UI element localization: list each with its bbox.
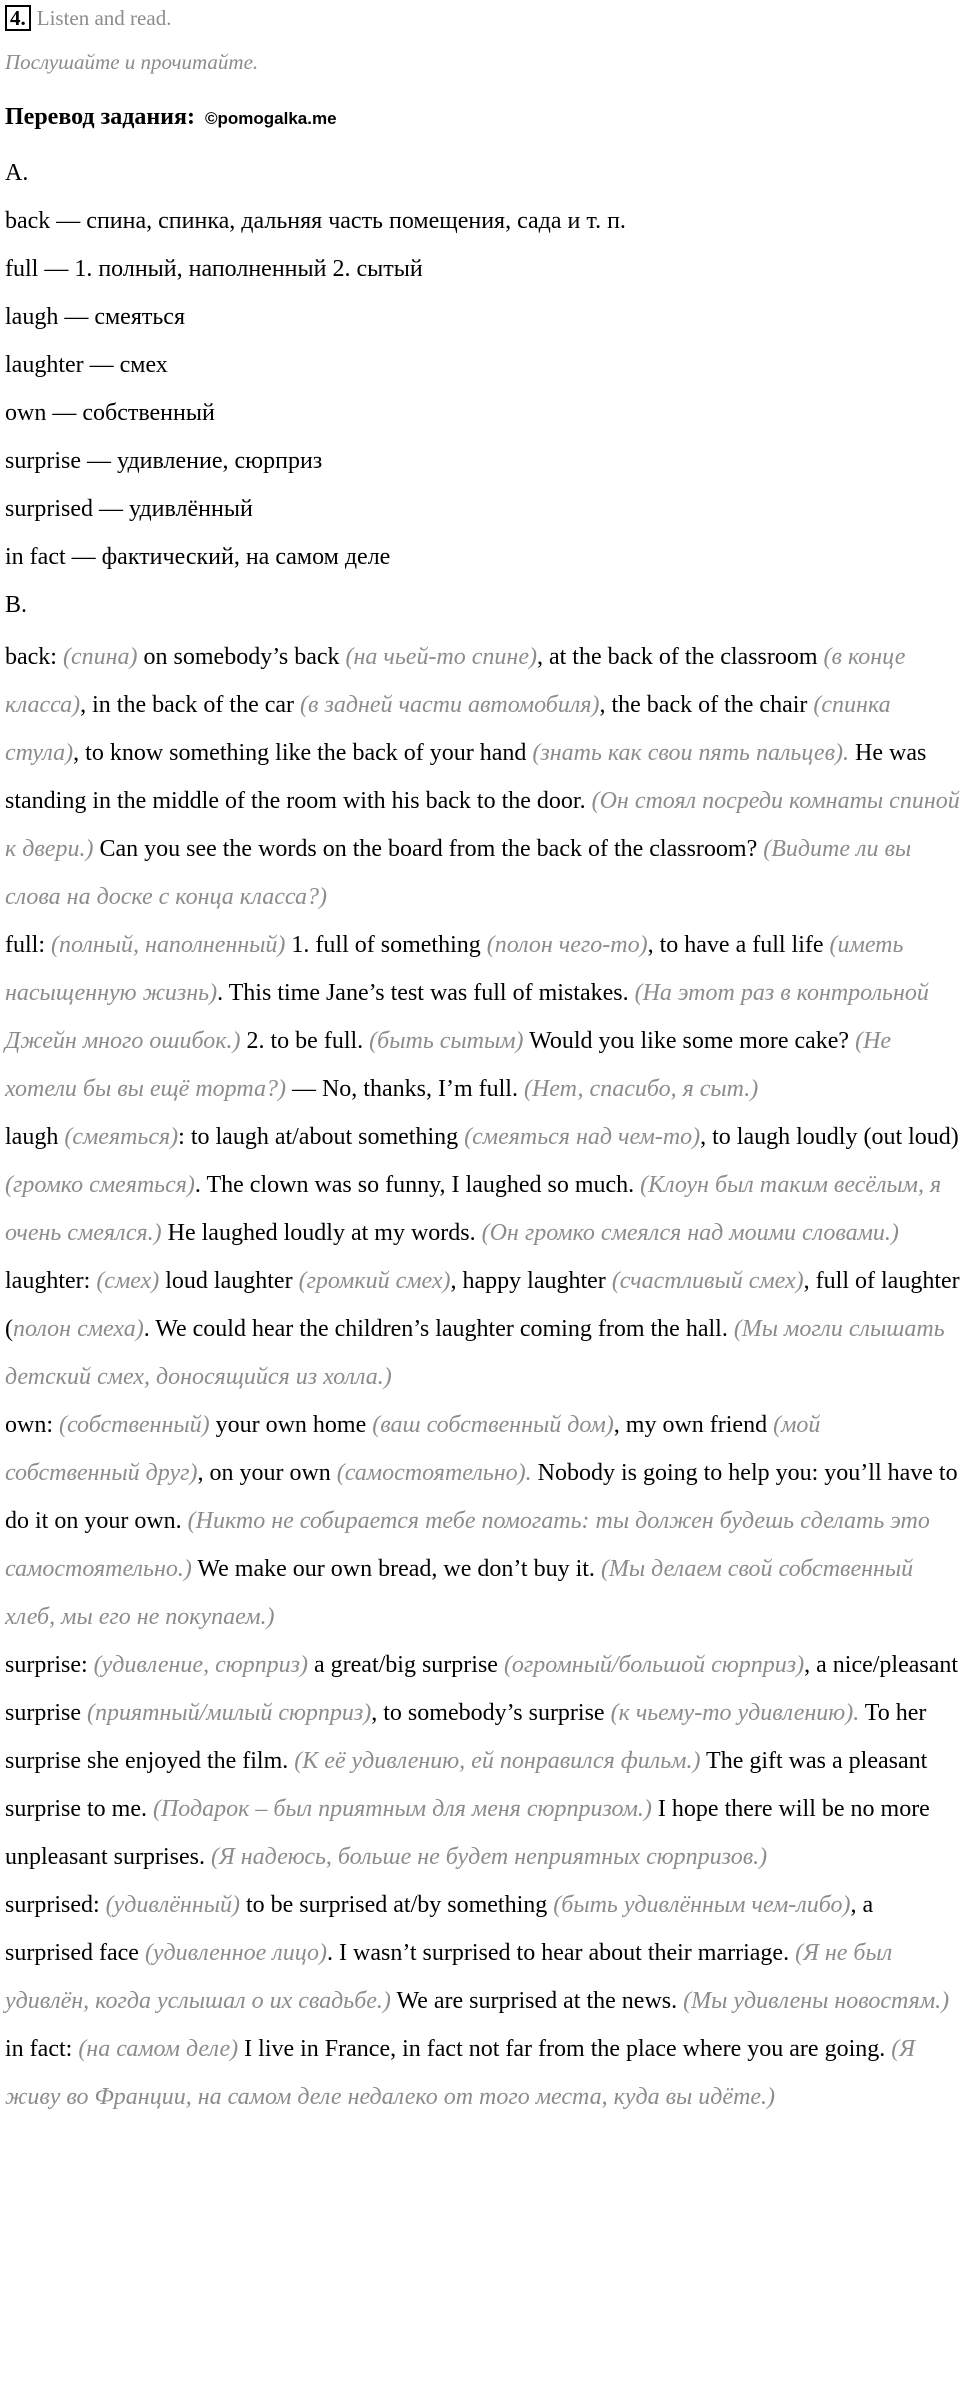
translation-text: (к чьему-то удивлению). <box>610 1700 860 1726</box>
translation-text: (знать как свои пять пальцев). <box>532 740 849 766</box>
english-text: — No, thanks, I’m full. <box>285 1076 524 1102</box>
example-entry <box>5 921 960 1113</box>
vocab-item: surprised — удивлённый <box>5 496 253 522</box>
translation-text: (огромный/большой сюрприз) <box>503 1652 805 1678</box>
english-text: full: <box>5 932 51 958</box>
translation-text: (иметь насыщенную жизнь) <box>5 932 904 1006</box>
english-text: on somebody’s back <box>137 644 346 670</box>
english-text: 2. to be full. <box>240 1028 370 1054</box>
english-text: Can you see the words on the board from the back of the classroom? <box>93 836 764 862</box>
english-text: . The clown was so funny, I laughed so much. <box>194 1172 641 1198</box>
translation-text: (спина) <box>62 644 138 670</box>
translation-text: (смех) <box>96 1268 160 1294</box>
english-text: , to somebody’s surprise <box>371 1700 611 1726</box>
translation-text: (смеяться) <box>64 1124 179 1150</box>
task-number: 4. <box>5 5 31 31</box>
translation-text: (полон чего-то) <box>486 932 648 958</box>
translation-text: (на самом деле) <box>78 2036 239 2062</box>
english-text: , in the back of the car <box>80 692 301 718</box>
translation-text: (на чьей-то спине) <box>345 644 537 670</box>
translation-text: (громкий смех) <box>298 1268 451 1294</box>
english-text: I live in France, in fact not far from the place where you are going. <box>238 2036 892 2062</box>
vocab-item: in fact — фактический, на самом деле <box>5 544 391 570</box>
english-text: in fact: <box>5 2036 79 2062</box>
translation-text: (удивленное лицо) <box>144 1940 327 1966</box>
english-text: Nobody is going to help you: you’ll have to do it on your own. <box>5 1460 958 1534</box>
english-text: , happy laughter <box>450 1268 612 1294</box>
english-text: , to know something like the back of your hand <box>73 740 533 766</box>
english-text: : to laugh at/about something <box>178 1124 465 1150</box>
translation-text: (ваш собственный дом) <box>372 1412 614 1438</box>
translation-text: (Мы делаем свой собственный хлеб, мы его не покупаем.) <box>5 1556 914 1630</box>
english-text: . This time Jane’s test was full of mistakes. <box>217 980 635 1006</box>
vocab-item: laugh — смеяться <box>5 304 185 330</box>
translation-heading <box>5 104 337 131</box>
english-text: Would you like some more cake? <box>523 1028 856 1054</box>
english-text: He laughed loudly at my words. <box>161 1220 482 1246</box>
section-b-label: B. <box>5 592 28 618</box>
task-title: Listen and read. <box>36 6 172 30</box>
translation-text: (На этот раз в контрольной Джейн много ошибок.) <box>5 980 929 1054</box>
english-text: The gift was a pleasant surprise to me. <box>5 1748 928 1822</box>
example-entry <box>5 1401 960 1641</box>
translation-text: (приятный/милый сюрприз) <box>86 1700 372 1726</box>
english-text: , to laugh loudly (out loud) <box>700 1124 959 1150</box>
english-text: loud laughter <box>159 1268 299 1294</box>
english-text: He was standing in the middle of the room with his back to the door. <box>5 740 927 814</box>
task-instruction: Послушайте и прочитайте. <box>5 50 259 74</box>
english-text: , on your own <box>197 1460 337 1486</box>
example-entry <box>5 1257 960 1401</box>
english-text: , a surprised face <box>5 1892 874 1966</box>
translation-text: (быть удивлённым чем-либо) <box>553 1892 851 1918</box>
section-b-text <box>5 633 960 2121</box>
translation-text: (Он стоял посреди комнаты спиной к двери.) <box>5 788 960 862</box>
vocab-item: back — спина, спинка, дальняя часть помещения, сада и т. п. <box>5 208 626 234</box>
english-text: To her surprise she enjoyed the film. <box>5 1700 927 1774</box>
translation-text: (Я живу во Франции, на самом деле недалеко от того места, куда вы идёте.) <box>5 2036 915 2110</box>
translation-text: (громко смеяться) <box>5 1172 195 1198</box>
translation-text: (Мы могли слышать детский смех, доносящийся из холла.) <box>5 1316 945 1390</box>
english-text: , to have a full life <box>647 932 830 958</box>
translation-text: (быть сытым) <box>369 1028 524 1054</box>
english-text: back: <box>5 644 63 670</box>
translation-text: (Я надеюсь, больше не будет неприятных сюрпризов.) <box>210 1844 768 1870</box>
translation-text: (Он громко смеялся над моими словами.) <box>481 1220 899 1246</box>
brand-watermark: ©pomogalka.me <box>204 109 337 128</box>
translation-text: (собственный) <box>59 1412 210 1438</box>
english-text: 1. full of something <box>285 932 487 958</box>
translation-text: (Мы удивлены новостям.) <box>683 1988 950 2014</box>
translation-text: (самостоятельно). <box>336 1460 532 1486</box>
english-text: We make our own bread, we don’t buy it. <box>191 1556 601 1582</box>
vocab-item: own — собственный <box>5 400 215 426</box>
example-entry <box>5 1641 960 1881</box>
example-entry <box>5 1881 960 2025</box>
english-text: , a nice/pleasant surprise <box>5 1652 959 1726</box>
english-text: to be surprised at/by something <box>239 1892 554 1918</box>
translation-text: (Подарок – был приятным для меня сюрпризом.) <box>152 1796 652 1822</box>
example-entry <box>5 1113 960 1257</box>
translation-text: (Клоун был таким весёлым, я очень смеялся.) <box>5 1172 942 1246</box>
example-entry <box>5 2025 960 2121</box>
english-text: laugh <box>5 1124 65 1150</box>
translation-text: полон смеха) <box>13 1316 144 1342</box>
english-text: , the back of the chair <box>599 692 814 718</box>
example-entry <box>5 633 960 921</box>
translation-text: (в задней части автомобиля) <box>300 692 600 718</box>
translation-text: (полный, наполненный) <box>51 932 286 958</box>
vocab-item: surprise — удивление, сюрприз <box>5 448 323 474</box>
translation-text: (Я не был удивлён, когда услышал о их свадьбе.) <box>5 1940 893 2014</box>
vocab-item: full — 1. полный, наполненный 2. сытый <box>5 256 423 282</box>
translation-text: (К её удивлению, ей понравился фильм.) <box>294 1748 701 1774</box>
translation-text: (удивление, сюрприз) <box>93 1652 308 1678</box>
translation-text: (Видите ли вы слова на доске с конца класса?) <box>5 836 912 910</box>
english-text: We are surprised at the news. <box>390 1988 684 2014</box>
vocab-item: laughter — смех <box>5 352 168 378</box>
english-text: surprise: <box>5 1652 94 1678</box>
translation-text: (смеяться над чем-то) <box>464 1124 701 1150</box>
translation-text: (спинка стула) <box>5 692 891 766</box>
translation-text: (в конце класса) <box>5 644 906 718</box>
english-text: , at the back of the classroom <box>536 644 824 670</box>
translation-text: (Никто не собирается тебе помогать: ты должен будешь сделать это самостоятельно.) <box>5 1508 930 1582</box>
english-text: own: <box>5 1412 59 1438</box>
translation-text: (Не хотели бы вы ещё торта?) <box>5 1028 892 1102</box>
english-text: , full of laughter ( <box>5 1268 960 1342</box>
english-text: . We could hear the children’s laughter coming from the hall. <box>143 1316 734 1342</box>
translation-text: (мой собственный друг) <box>5 1412 821 1486</box>
translation-text: (счастливый смех) <box>611 1268 804 1294</box>
english-text: a great/big surprise <box>308 1652 504 1678</box>
heading-label: Перевод задания: <box>5 104 195 130</box>
english-text: your own home <box>209 1412 373 1438</box>
translation-text: (удивлённый) <box>105 1892 240 1918</box>
english-text: surprised: <box>5 1892 106 1918</box>
task-header <box>5 5 171 31</box>
english-text: . I wasn’t surprised to hear about their marriage. <box>327 1940 796 1966</box>
section-a-label: A. <box>5 160 29 186</box>
translation-text: (Нет, спасибо, я сыт.) <box>523 1076 759 1102</box>
english-text: , my own friend <box>613 1412 774 1438</box>
english-text: I hope there will be no more unpleasant surprises. <box>5 1796 930 1870</box>
english-text: laughter: <box>5 1268 97 1294</box>
